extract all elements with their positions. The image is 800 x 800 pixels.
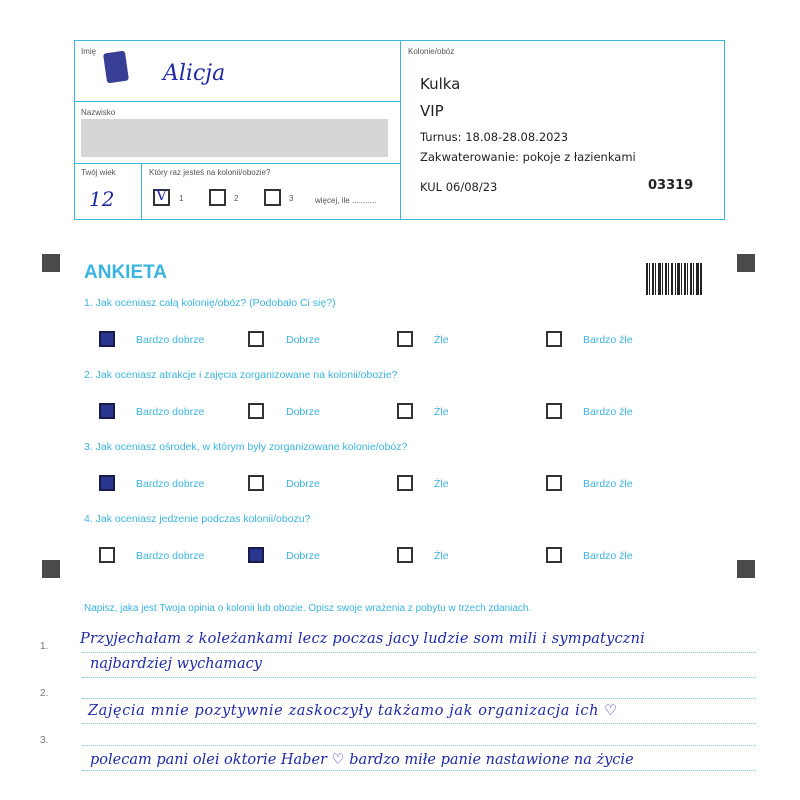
q4-option-zle-checkbox[interactable] xyxy=(397,547,413,563)
answer-line-2b xyxy=(82,723,756,724)
q3-option-bardzo-zle-label: Bardzo źle xyxy=(583,478,633,490)
q3-option-zle-label: Źle xyxy=(434,478,449,490)
name-value: Alicja xyxy=(163,61,226,86)
q2-option-bardzo-dobrze-label: Bardzo dobrze xyxy=(136,406,205,418)
q4-option-bardzo-dobrze-checkbox[interactable] xyxy=(99,547,115,563)
header-form xyxy=(74,40,725,220)
surname-redacted xyxy=(81,119,388,157)
question-2-text: 2. Jak oceniasz atrakcje i zajęcia zorganizowane na kolonii/obozie? xyxy=(84,369,398,381)
q4-option-bardzo-zle-label: Bardzo źle xyxy=(583,550,633,562)
handwritten-line-3: polecam pani olei oktorie Haber ♡ bardzo miłe panie nastawione na życie xyxy=(90,752,634,768)
line-number-3: 3. xyxy=(40,735,49,746)
question-1-text: 1. Jak oceniasz całą kolonię/obóz? (Podobało Ci się?) xyxy=(84,297,336,309)
header-divider-1 xyxy=(75,101,400,102)
camp-name: Kulka xyxy=(420,75,461,93)
times-option-3-label: 3 xyxy=(289,194,294,203)
registration-marker-top-left xyxy=(42,254,60,272)
form-number: 03319 xyxy=(648,178,694,193)
q2-option-dobrze-checkbox[interactable] xyxy=(248,403,264,419)
q1-option-zle-checkbox[interactable] xyxy=(397,331,413,347)
q1-option-zle-label: Źle xyxy=(434,334,449,346)
handwritten-line-1-continued: najbardziej wychamacy xyxy=(90,656,262,672)
q2-option-zle-label: Źle xyxy=(434,406,449,418)
registration-marker-bottom-right xyxy=(737,560,755,578)
times-option-3-checkbox[interactable] xyxy=(264,189,281,206)
name-scribble xyxy=(103,51,129,84)
answer-line-1b xyxy=(82,677,756,678)
header-divider-vertical xyxy=(400,41,401,219)
age-label: Twój wiek xyxy=(81,168,116,177)
answer-line-1 xyxy=(82,652,756,653)
surname-label: Nazwisko xyxy=(81,108,116,117)
handwritten-line-1: Przyjechałam z koleżankami lecz poczas jacy ludzie som mili i sympatyczni xyxy=(80,631,645,647)
registration-marker-top-right xyxy=(737,254,755,272)
q2-option-bardzo-zle-label: Bardzo źle xyxy=(583,406,633,418)
header-divider-2 xyxy=(75,163,400,164)
times-checkmark: V xyxy=(156,186,167,204)
q1-option-bardzo-zle-label: Bardzo źle xyxy=(583,334,633,346)
registration-marker-bottom-left xyxy=(42,560,60,578)
answer-line-2 xyxy=(82,698,756,699)
q3-option-bardzo-dobrze-label: Bardzo dobrze xyxy=(136,478,205,490)
q2-option-bardzo-dobrze-checkbox[interactable] xyxy=(99,403,115,419)
q4-option-bardzo-zle-checkbox[interactable] xyxy=(546,547,562,563)
q2-option-dobrze-label: Dobrze xyxy=(286,406,320,418)
q4-option-zle-label: Źle xyxy=(434,550,449,562)
name-label: Imię xyxy=(81,47,97,56)
camp-type: VIP xyxy=(420,102,444,120)
header-divider-3 xyxy=(141,163,142,219)
question-3-text: 3. Jak oceniasz ośrodek, w którym były zorganizowane kolonie/obóz? xyxy=(84,441,408,453)
age-value: 12 xyxy=(89,187,115,211)
q4-option-dobrze-label: Dobrze xyxy=(286,550,320,562)
question-4-text: 4. Jak oceniasz jedzenie podczas kolonii/obozu? xyxy=(84,513,311,525)
q3-option-zle-checkbox[interactable] xyxy=(397,475,413,491)
q3-option-bardzo-dobrze-checkbox[interactable] xyxy=(99,475,115,491)
turnus-text: Turnus: 18.08-28.08.2023 xyxy=(420,130,569,144)
camp-label: Kolonie/obóz xyxy=(408,47,455,56)
times-option-1-label: 1 xyxy=(179,194,184,203)
q1-option-bardzo-dobrze-label: Bardzo dobrze xyxy=(136,334,205,346)
accommodation-text: Zakwaterowanie: pokoje z łazienkami xyxy=(420,150,636,164)
q1-option-dobrze-checkbox[interactable] xyxy=(248,331,264,347)
barcode-icon xyxy=(646,263,702,295)
survey-title: ANKIETA xyxy=(84,262,168,283)
q4-option-bardzo-dobrze-label: Bardzo dobrze xyxy=(136,550,205,562)
q2-option-zle-checkbox[interactable] xyxy=(397,403,413,419)
q4-option-dobrze-checkbox[interactable] xyxy=(248,547,264,563)
handwritten-line-2: Zajęcia mnie pozytywnie zaskoczyły takżamo jak organizacja ich ♡ xyxy=(88,703,618,719)
q1-option-dobrze-label: Dobrze xyxy=(286,334,320,346)
camp-code: KUL 06/08/23 xyxy=(420,180,498,194)
answer-line-3 xyxy=(82,745,756,746)
times-label: Który raz jesteś na kolonii/obozie? xyxy=(149,168,271,177)
times-more-label: więcej, ile ........... xyxy=(315,196,377,205)
times-option-2-label: 2 xyxy=(234,194,239,203)
opinion-prompt: Napisz, jaka jest Twoja opinia o kolonii lub obozie. Opisz swoje wrażenia z pobytu w trzech zdaniach. xyxy=(84,603,532,614)
q2-option-bardzo-zle-checkbox[interactable] xyxy=(546,403,562,419)
line-number-2: 2. xyxy=(40,688,49,699)
q3-option-dobrze-checkbox[interactable] xyxy=(248,475,264,491)
q3-option-bardzo-zle-checkbox[interactable] xyxy=(546,475,562,491)
line-number-1: 1. xyxy=(40,641,49,652)
answer-line-3b xyxy=(82,770,756,771)
q3-option-dobrze-label: Dobrze xyxy=(286,478,320,490)
q1-option-bardzo-dobrze-checkbox[interactable] xyxy=(99,331,115,347)
times-option-2-checkbox[interactable] xyxy=(209,189,226,206)
q1-option-bardzo-zle-checkbox[interactable] xyxy=(546,331,562,347)
